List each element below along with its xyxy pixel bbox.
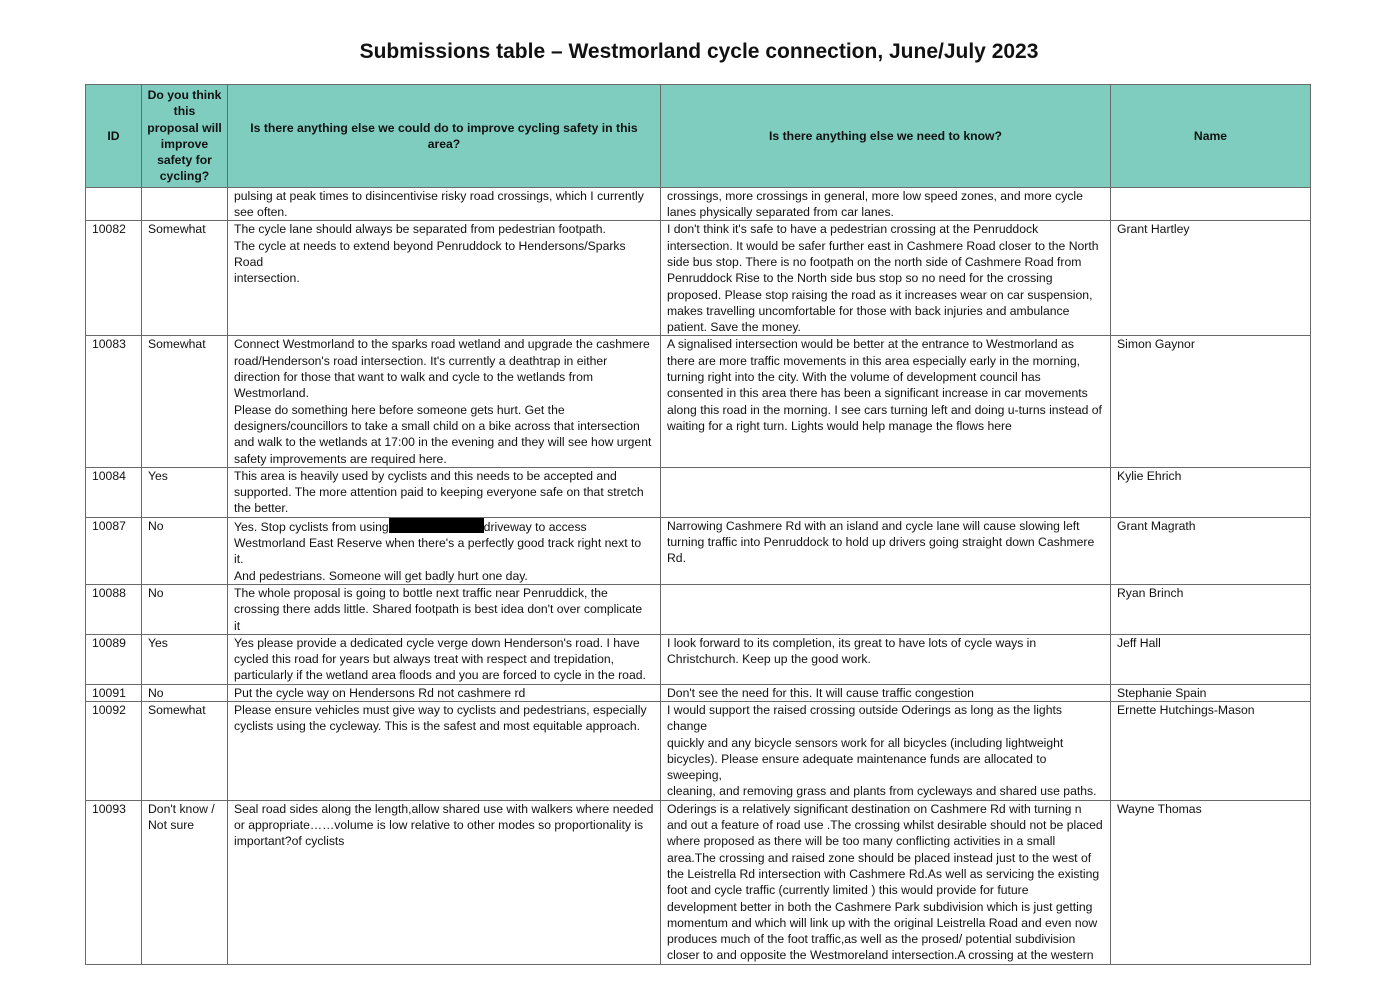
cell-id: 10091 (86, 684, 142, 701)
table-row (86, 701, 1311, 800)
cell-improve: Connect Westmorland to the sparks road wetland and upgrade the cashmere road/Henderson's road intersection. It's currently a deathtrap in either direction for those that want to walk and cycle to the wetlands from Westmorland. Please do something here before someone gets hurt. Get the designers/councillors to take a small child on a bike across that intersection and walk to the wetlands at 17:00 in the evening and they will see how urgent safety improvements are required here. (228, 336, 661, 467)
cell-id: 10092 (86, 701, 142, 800)
table-row (86, 684, 1311, 701)
cell-know: crossings, more crossings in general, more low speed zones, and more cycle lanes physically separated from car lanes. (661, 187, 1111, 221)
header-id: ID (86, 85, 142, 188)
cell-improve: pulsing at peak times to disincentivise risky road crossings, which I currently see often. (228, 187, 661, 221)
cell-name (1111, 187, 1311, 221)
cell-know: Don't see the need for this. It will cause traffic congestion (661, 684, 1111, 701)
cell-id (86, 187, 142, 221)
cell-improve: Yes please provide a dedicated cycle verge down Henderson's road. I have cycled this road for years but always treat with respect and trepidation, particularly if the wetland area floods and you are forced to cycle in the road. (228, 634, 661, 684)
cell-know: Narrowing Cashmere Rd with an island and cycle lane will cause slowing left turning traffic into Penruddock to hold up drivers going straight down Cashmere Rd. (661, 517, 1111, 584)
improve-text-start: Yes. Stop cyclists from using (234, 519, 389, 534)
table-row (86, 336, 1311, 467)
cell-name: Grant Magrath (1111, 517, 1311, 584)
cell-name: Ryan Brinch (1111, 584, 1311, 634)
cell-id: 10089 (86, 634, 142, 684)
cell-name: Grant Hartley (1111, 221, 1311, 336)
cell-know (661, 467, 1111, 517)
cell-know: Oderings is a relatively significant destination on Cashmere Rd with turning n and out a feature of road use .The crossing whilst desirable should not be placed where proposed as there will be too many conflicting activities in a small area.The crossing and raised zone should be placed instead just to the west of the Leistrella Rd intersection with Cashmere Rd.As well as servicing the existing foot and cycle traffic (currently limited ) this would provide for future development better in both the Cashmere Park subdivision which is just getting momentum and which will link up with the original Leistrella Road and even now produces much of the foot traffic,as well as the prosed/ potential subdivision closer to and opposite the Westmoreland intersection.A crossing at the western (661, 800, 1111, 964)
cell-id: 10083 (86, 336, 142, 467)
header-name: Name (1111, 85, 1311, 188)
cell-name: Stephanie Spain (1111, 684, 1311, 701)
cell-name: Wayne Thomas (1111, 800, 1311, 964)
cell-name: Kylie Ehrich (1111, 467, 1311, 517)
cell-id: 10084 (86, 467, 142, 517)
cell-name: Simon Gaynor (1111, 336, 1311, 467)
header-know: Is there anything else we need to know? (661, 85, 1111, 188)
cell-know: I look forward to its completion, its great to have lots of cycle ways in Christchurch. Keep up the good work. (661, 634, 1111, 684)
cell-id: 10088 (86, 584, 142, 634)
cell-safety: Yes (142, 467, 228, 517)
redaction-bar (389, 518, 484, 533)
table-row (86, 187, 1311, 221)
cell-improve (228, 517, 661, 584)
cell-know: I don't think it's safe to have a pedestrian crossing at the Penruddock intersection. It would be safer further east in Cashmere Road closer to the North side bus stop. There is no footpath on the north side of Cashmere Road from Penruddock Rise to the North side bus stop so no need for the crossing proposed. Please stop raising the road as it increases wear on car suspension, makes travelling uncomfortable for those with back injuries and ambulance patient. Save the money. (661, 221, 1111, 336)
improve-text-end: driveway to access Westmorland East Reserve when there's a perfectly good track right next to it. And pedestrians. Someone will get badly hurt one day. (234, 519, 642, 583)
cell-improve: Put the cycle way on Hendersons Rd not cashmere rd (228, 684, 661, 701)
cell-safety: Don't know / Not sure (142, 800, 228, 964)
cell-improve: This area is heavily used by cyclists and this needs to be accepted and supported. The more attention paid to keeping everyone safe on that stretch the better. (228, 467, 661, 517)
cell-safety: Somewhat (142, 701, 228, 800)
cell-safety: No (142, 684, 228, 701)
cell-improve: The cycle lane should always be separated from pedestrian footpath. The cycle at needs to extend beyond Penruddock to Hendersons/Sparks Road intersection. (228, 221, 661, 336)
cell-name: Ernette Hutchings-Mason (1111, 701, 1311, 800)
cell-id: 10093 (86, 800, 142, 964)
page-title: Submissions table – Westmorland cycle connection, June/July 2023 (359, 40, 1039, 63)
table-row (86, 634, 1311, 684)
cell-safety: Somewhat (142, 336, 228, 467)
cell-safety: Somewhat (142, 221, 228, 336)
cell-improve: Please ensure vehicles must give way to cyclists and pedestrians, especially cyclists using the cycleway. This is the safest and most equitable approach. (228, 701, 661, 800)
table-row (86, 467, 1311, 517)
cell-safety: Yes (142, 634, 228, 684)
cell-know (661, 584, 1111, 634)
table-row (86, 221, 1311, 336)
table-row (86, 517, 1311, 584)
table-row (86, 800, 1311, 964)
cell-know: I would support the raised crossing outside Oderings as long as the lights change quickly and any bicycle sensors work for all bicycles (including lightweight bicycles). Please ensure adequate maintenance funds are allocated to sweeping, cleaning, and removing grass and plants from cycleways and shared use paths. (661, 701, 1111, 800)
cell-id: 10082 (86, 221, 142, 336)
header-safety: Do you think this proposal will improve safety for cycling? (142, 85, 228, 188)
header-improve: Is there anything else we could do to improve cycling safety in this area? (228, 85, 661, 188)
cell-name: Jeff Hall (1111, 634, 1311, 684)
header-row (86, 85, 1311, 188)
submissions-table (85, 84, 1311, 965)
cell-improve: The whole proposal is going to bottle next traffic near Penruddick, the crossing there adds little. Shared footpath is best idea don't over complicate it (228, 584, 661, 634)
cell-id: 10087 (86, 517, 142, 584)
cell-know: A signalised intersection would be better at the entrance to Westmorland as there are more traffic movements in this area especially early in the morning, turning right into the city. With the volume of development council has consented in this area there has been a significant increase in car movements along this road in the morning. I see cars turning left and doing u-turns instead of waiting for a right turn. Lights would help manage the flows here (661, 336, 1111, 467)
cell-safety (142, 187, 228, 221)
table-row (86, 584, 1311, 634)
cell-safety: No (142, 517, 228, 584)
cell-safety: No (142, 584, 228, 634)
cell-improve: Seal road sides along the length,allow shared use with walkers where needed or appropriate……volume is low relative to other modes so proportionality is important?of cyclists (228, 800, 661, 964)
